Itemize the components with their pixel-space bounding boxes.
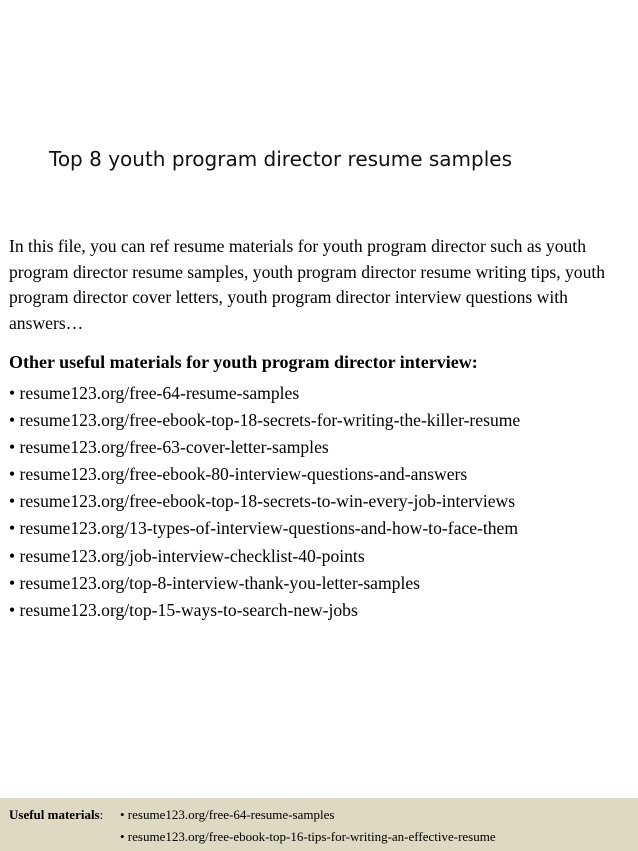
materials-link[interactable]: • resume123.org/free-ebook-top-18-secrets-for-writing-the-killer-resume xyxy=(9,410,521,431)
footer-colon: : xyxy=(99,807,104,822)
materials-link[interactable]: • resume123.org/13-types-of-interview-questions-and-how-to-face-them xyxy=(9,518,519,539)
footer-label-group xyxy=(9,807,103,823)
materials-link[interactable]: • resume123.org/free-63-cover-letter-samples xyxy=(9,437,329,458)
materials-link[interactable]: • resume123.org/top-8-interview-thank-you-letter-samples xyxy=(9,572,420,593)
footer-link[interactable]: • resume123.org/free-64-resume-samples xyxy=(120,807,335,822)
materials-heading: Other useful materials for youth program director interview: xyxy=(9,352,478,372)
page-title: Top 8 youth program director resume samples xyxy=(49,147,512,171)
materials-link[interactable]: • resume123.org/job-interview-checklist-40-points xyxy=(9,545,365,566)
materials-link[interactable]: • resume123.org/free-ebook-top-18-secrets-to-win-every-job-interviews xyxy=(9,491,516,512)
intro-paragraph: In this file, you can ref resume materials for youth program director such as youth program director resume samples, youth program director resume writing tips, youth program director cover letters, youth program director interview questions with answers… xyxy=(9,236,606,333)
footer-label: Useful materials xyxy=(9,807,100,822)
materials-link[interactable]: • resume123.org/free-64-resume-samples xyxy=(9,383,300,403)
materials-list xyxy=(9,380,520,624)
materials-link[interactable]: • resume123.org/top-15-ways-to-search-new-jobs xyxy=(9,599,358,620)
footer-link[interactable]: • resume123.org/free-ebook-top-16-tips-for-writing-an-effective-resume xyxy=(120,829,496,844)
footer-bar xyxy=(0,798,638,851)
materials-link[interactable]: • resume123.org/free-ebook-80-interview-questions-and-answers xyxy=(9,464,468,485)
